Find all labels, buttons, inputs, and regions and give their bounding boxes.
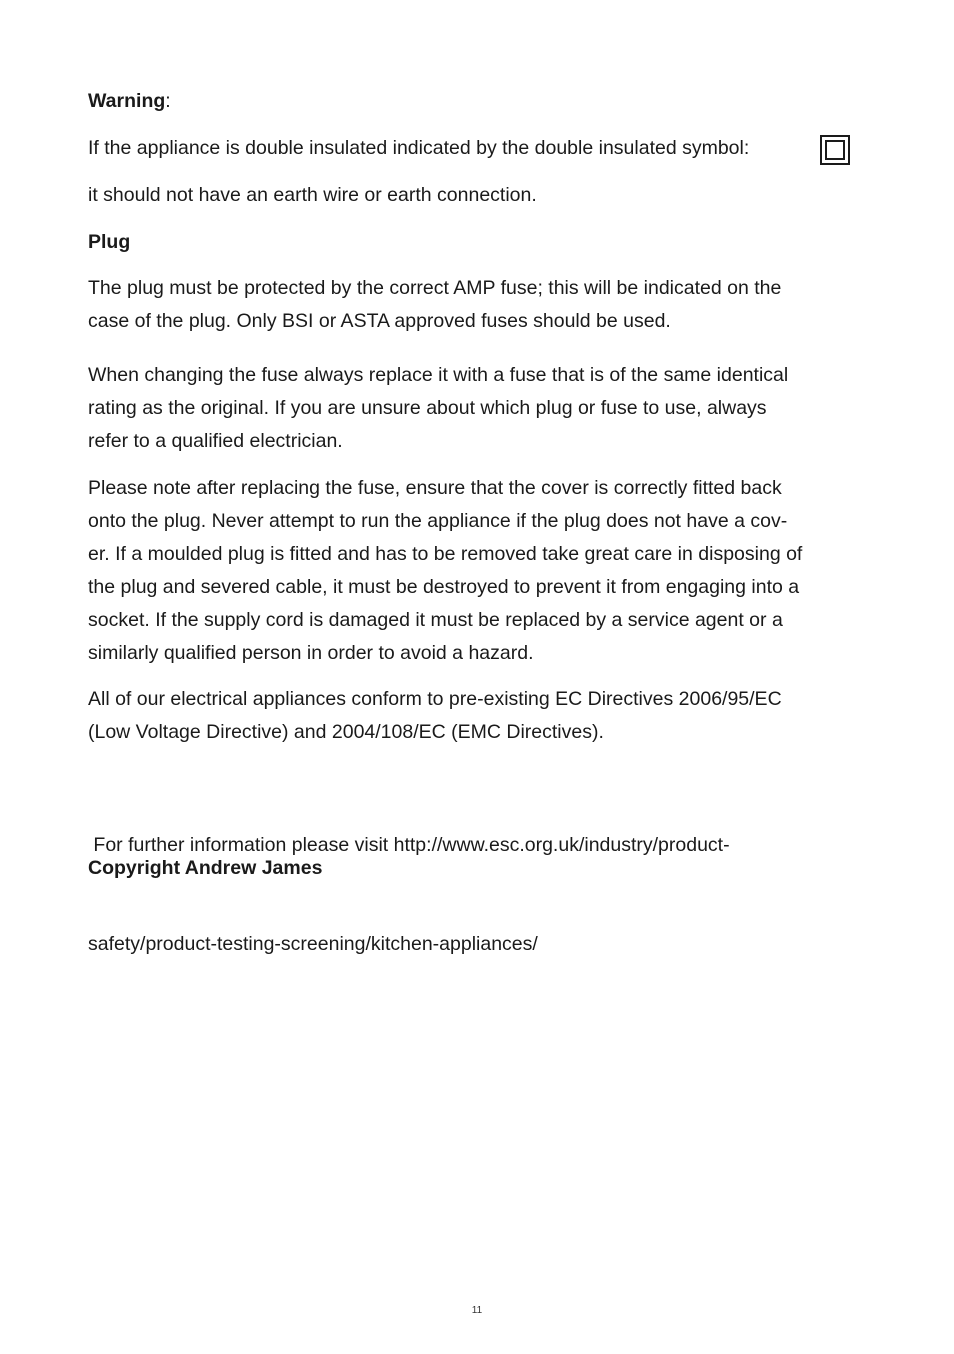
paragraph-line: Please note after replacing the fuse, ensure that the cover is correctly fitted back — [88, 477, 782, 499]
paragraph-line: For further information please visit http://www.esc.org.uk/industry/product- — [88, 834, 730, 856]
paragraph-line: When changing the fuse always replace it with a fuse that is of the same identical — [88, 364, 789, 386]
paragraph-line: All of our electrical appliances conform to pre-existing EC Directives 2006/95/EC — [88, 688, 782, 710]
paragraph-line: socket. If the supply cord is damaged it must be replaced by a service agent or a — [88, 609, 783, 631]
warning-heading-line — [88, 85, 863, 118]
paragraph-line: er. If a moulded plug is fitted and has to be removed take great care in disposing of — [88, 543, 803, 565]
paragraph-line: rating as the original. If you are unsure about which plug or fuse to use, always — [88, 397, 767, 419]
warning-text-line-2: it should not have an earth wire or earth connection. — [88, 184, 537, 206]
paragraph-line: case of the plug. Only BSI or ASTA approved fuses should be used. — [88, 310, 671, 332]
warning-heading: Warning — [88, 90, 166, 112]
plug-paragraph-4 — [88, 683, 863, 749]
double-insulated-symbol-icon — [820, 135, 850, 165]
warning-colon: : — [165, 90, 171, 112]
plug-paragraph-1 — [88, 272, 863, 338]
page-number: 11 — [471, 1305, 483, 1316]
paragraph-line: similarly qualified person in order to avoid a hazard. — [88, 642, 534, 664]
paragraph-line: refer to a qualified electrician. — [88, 430, 343, 452]
plug-paragraph-3 — [88, 472, 863, 670]
copyright-text: Copyright Andrew James — [88, 857, 323, 879]
warning-text-line-1: If the appliance is double insulated indicated by the double insulated symbol: — [88, 137, 750, 159]
plug-paragraph-2 — [88, 359, 863, 458]
paragraph-line: The plug must be protected by the correct AMP fuse; this will be indicated on the — [88, 277, 782, 299]
plug-heading: Plug — [88, 231, 131, 253]
plug-paragraph-5 — [88, 763, 863, 1027]
paragraph-line: safety/product-testing-screening/kitchen-appliances/ — [88, 933, 538, 955]
paragraph-line: onto the plug. Never attempt to run the appliance if the plug does not have a cov- — [88, 510, 788, 532]
paragraph-line: the plug and severed cable, it must be destroyed to prevent it from engaging into a — [88, 576, 800, 598]
paragraph-line: (Low Voltage Directive) and 2004/108/EC (EMC Directives). — [88, 721, 604, 743]
